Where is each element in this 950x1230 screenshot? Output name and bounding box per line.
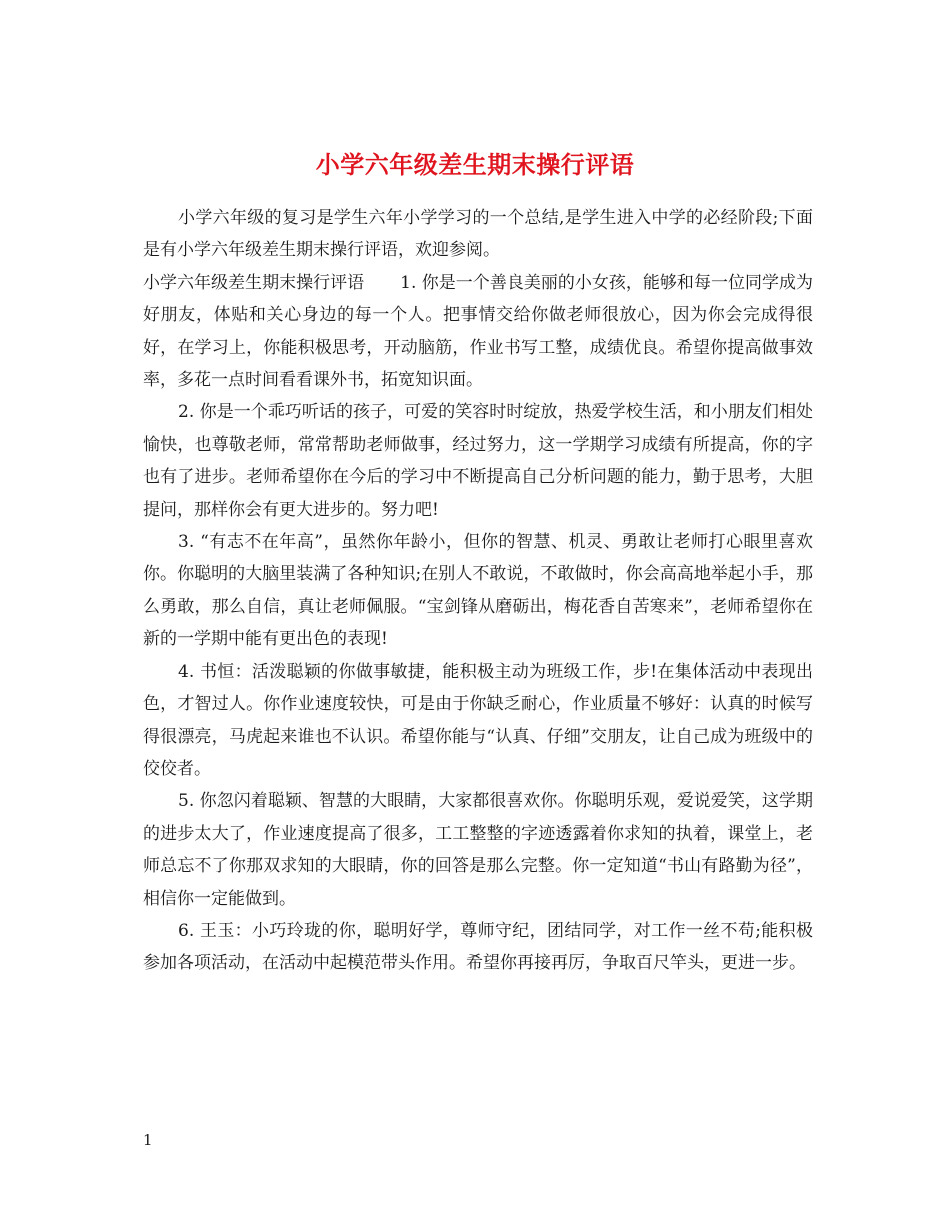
item-5: 5. 你忽闪着聪颖、智慧的大眼睛，大家都很喜欢你。你聪明乐观，爱说爱笑，这学期的进步太大了，作业速度提高了很多，工工整整的字迹透露着你求知的执着，课堂上，老师总忘不了你那双求知的大眼睛，你的回答是那么完整。你一定知道“书山有路勤为径”，相信你一定能做到。 (143, 791, 813, 909)
first-item-paragraph (143, 267, 813, 397)
item-3: 3. “有志不在年高”，虽然你年龄小，但你的智慧、机灵、勇敢让老师打心眼里喜欢你。你聪明的大脑里装满了各种知识;在别人不敢说，不敢做时，你会高高地举起小手，那么勇敢，那么自信，真让老师佩服。“宝剑锋从磨砺出，梅花香自苦寒来”，老师希望你在新的一学期中能有更出色的表现! (143, 532, 813, 650)
section-heading: 小学六年级差生期末操行评语 (143, 272, 365, 293)
page-number: 1 (143, 1131, 153, 1149)
item-4: 4. 书恒：活泼聪颖的你做事敏捷，能积极主动为班级工作，步!在集体活动中表现出色，才智过人。你作业速度较快，可是由于你缺乏耐心，作业质量不够好：认真的时候写得很漂亮，马虎起来谁也不认识。希望你能与“认真、仔细”交朋友，让自己成为班级中的佼佼者。 (143, 661, 813, 779)
item-6: 6. 王玉：小巧玲珑的你，聪明好学，尊师守纪，团结同学，对工作一丝不苟;能积极参加各项活动，在活动中起模范带头作用。希望你再接再厉，争取百尺竿头，更进一步。 (143, 920, 813, 974)
intro-paragraph: 小学六年级的复习是学生六年小学学习的一个总结,是学生进入中学的必经阶段;下面是有小学六年级差生期末操行评语，欢迎参阅。 (143, 208, 813, 261)
page-title: 小学六年级差生期末操行评语 (315, 150, 635, 180)
document-body (143, 202, 813, 980)
item-2: 2. 你是一个乖巧听话的孩子，可爱的笑容时时绽放，热爱学校生活，和小朋友们相处愉快，也尊敬老师，常常帮助老师做事，经过努力，这一学期学习成绩有所提高，你的字也有了进步。老师希望你在今后的学习中不断提高自己分析问题的能力，勤于思考，大胆提问，那样你会有更大进步的。努力吧! (143, 402, 813, 520)
item-1: 1. 你是一个善良美丽的小女孩，能够和每一位同学成为好朋友，体贴和关心身边的每一个人。把事情交给你做老师很放心，因为你会完成得很好，在学习上，你能积极思考，开动脑筋，作业书写工整，成绩优良。希望你提高做事效率，多花一点时间看看课外书，拓宽知识面。 (143, 272, 814, 391)
